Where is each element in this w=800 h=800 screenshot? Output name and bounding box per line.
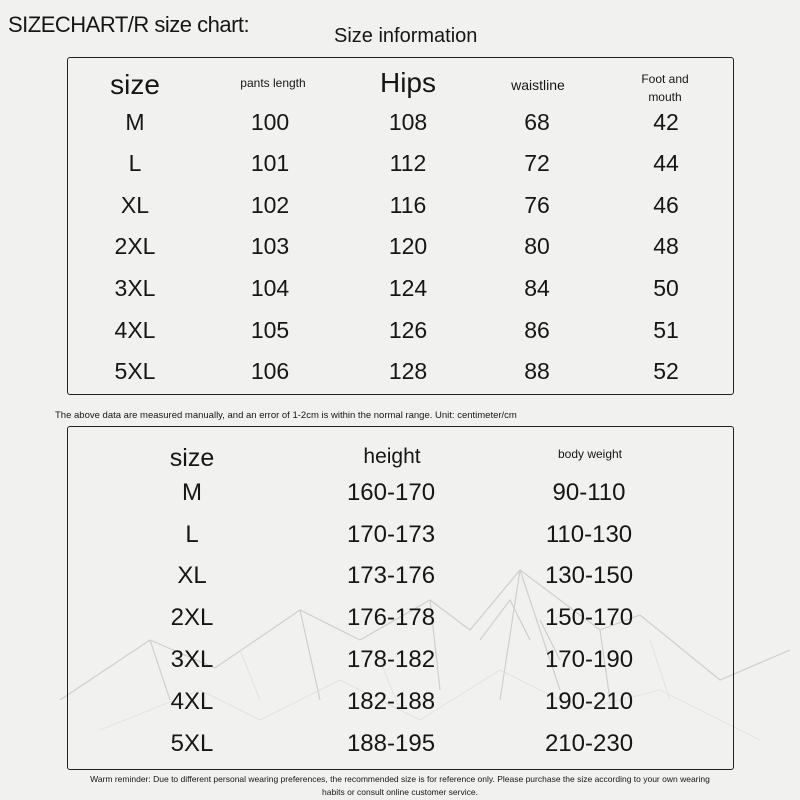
table1-cell: M <box>125 109 145 135</box>
table1-cell: 106 <box>250 358 290 384</box>
chart-title: SIZECHART/R size chart: <box>8 12 250 37</box>
table1-cell: 128 <box>388 358 428 384</box>
table2-cell: L <box>185 521 199 548</box>
table2-cell: 160-170 <box>346 479 436 506</box>
table1-cell: 80 <box>524 233 550 259</box>
table2-cell: 90-110 <box>552 479 626 506</box>
table2-cell: 178-182 <box>346 646 436 673</box>
table2-header-height: height <box>363 445 421 468</box>
table1-cell: 72 <box>524 150 550 176</box>
table1-cell: 88 <box>524 358 550 384</box>
table1-cell: 112 <box>389 150 427 176</box>
table2-cell: 170-190 <box>544 646 634 673</box>
section-title: Size information <box>334 25 478 47</box>
warm-reminder-footer: Warm reminder: Due to different personal wearing preferences, the recommended size is for reference only. Please purchase the size according to your own wearing habits or consult online customer service. <box>90 774 710 797</box>
table1-cell: 84 <box>524 275 550 301</box>
table1-cell: 3XL <box>114 275 156 301</box>
table1-cell: 104 <box>250 275 290 301</box>
table1-cell: 76 <box>524 192 550 218</box>
table1-cell: 116 <box>389 192 427 218</box>
table2-header-body-weight: body weight <box>557 447 623 461</box>
table1-cell: 108 <box>388 109 428 135</box>
table2-cell: 5XL <box>170 730 214 757</box>
table2-cell: 182-188 <box>346 688 436 715</box>
table1-cell: 48 <box>653 233 679 259</box>
table1-cell: 51 <box>653 317 679 343</box>
table2-cell: 130-150 <box>544 562 634 589</box>
table1-cell: XL <box>120 192 150 218</box>
table1-cell: 2XL <box>114 233 156 259</box>
table1-cell: L <box>128 150 142 176</box>
table1-cell: 102 <box>250 192 290 218</box>
table1-header-waistline: waistline <box>511 77 565 93</box>
table1-cell: 100 <box>250 109 290 135</box>
table2-cell: 173-176 <box>346 562 436 589</box>
table2-header-size: size <box>169 444 215 472</box>
table1-cell: 50 <box>653 275 679 301</box>
table1-cell: 120 <box>388 233 428 259</box>
table1-header-hips: Hips <box>379 67 437 98</box>
table2-cell: 176-178 <box>346 604 436 631</box>
table2-cell: 150-170 <box>544 604 634 631</box>
table2-cell: 4XL <box>170 688 214 715</box>
table1-cell: 5XL <box>114 358 156 384</box>
measurement-table-frame <box>67 57 734 395</box>
table1-cell: 103 <box>250 233 290 259</box>
table1-cell: 46 <box>653 192 679 218</box>
table1-cell: 4XL <box>114 317 156 343</box>
table1-cell: 86 <box>524 317 550 343</box>
table1-cell: 126 <box>388 317 428 343</box>
table1-cell: 68 <box>524 109 550 135</box>
table2-cell: 110-130 <box>545 521 633 548</box>
table1-header-size: size <box>110 69 160 100</box>
table1-cell: 44 <box>653 150 679 176</box>
table1-header-pants-length: pants length <box>240 76 306 90</box>
table2-cell: 190-210 <box>544 688 634 715</box>
table2-cell: 210-230 <box>544 730 634 757</box>
table1-header-foot-and-mouth: Foot and mouth <box>641 72 689 104</box>
recommendation-table-frame <box>67 426 734 770</box>
table1-cell: 101 <box>250 150 290 176</box>
table1-cell: 52 <box>653 358 679 384</box>
measurement-note: The above data are measured manually, and an error of 1-2cm is within the normal range. Unit: centimeter/cm <box>55 410 517 421</box>
table2-cell: 3XL <box>170 646 214 673</box>
table2-cell: 188-195 <box>346 730 436 757</box>
table1-cell: 105 <box>250 317 290 343</box>
table2-cell: XL <box>177 562 207 589</box>
table1-cell: 42 <box>653 109 679 135</box>
table2-cell: M <box>182 479 202 506</box>
table2-cell: 170-173 <box>346 521 436 548</box>
table2-cell: 2XL <box>170 604 214 631</box>
table1-cell: 124 <box>388 275 428 301</box>
